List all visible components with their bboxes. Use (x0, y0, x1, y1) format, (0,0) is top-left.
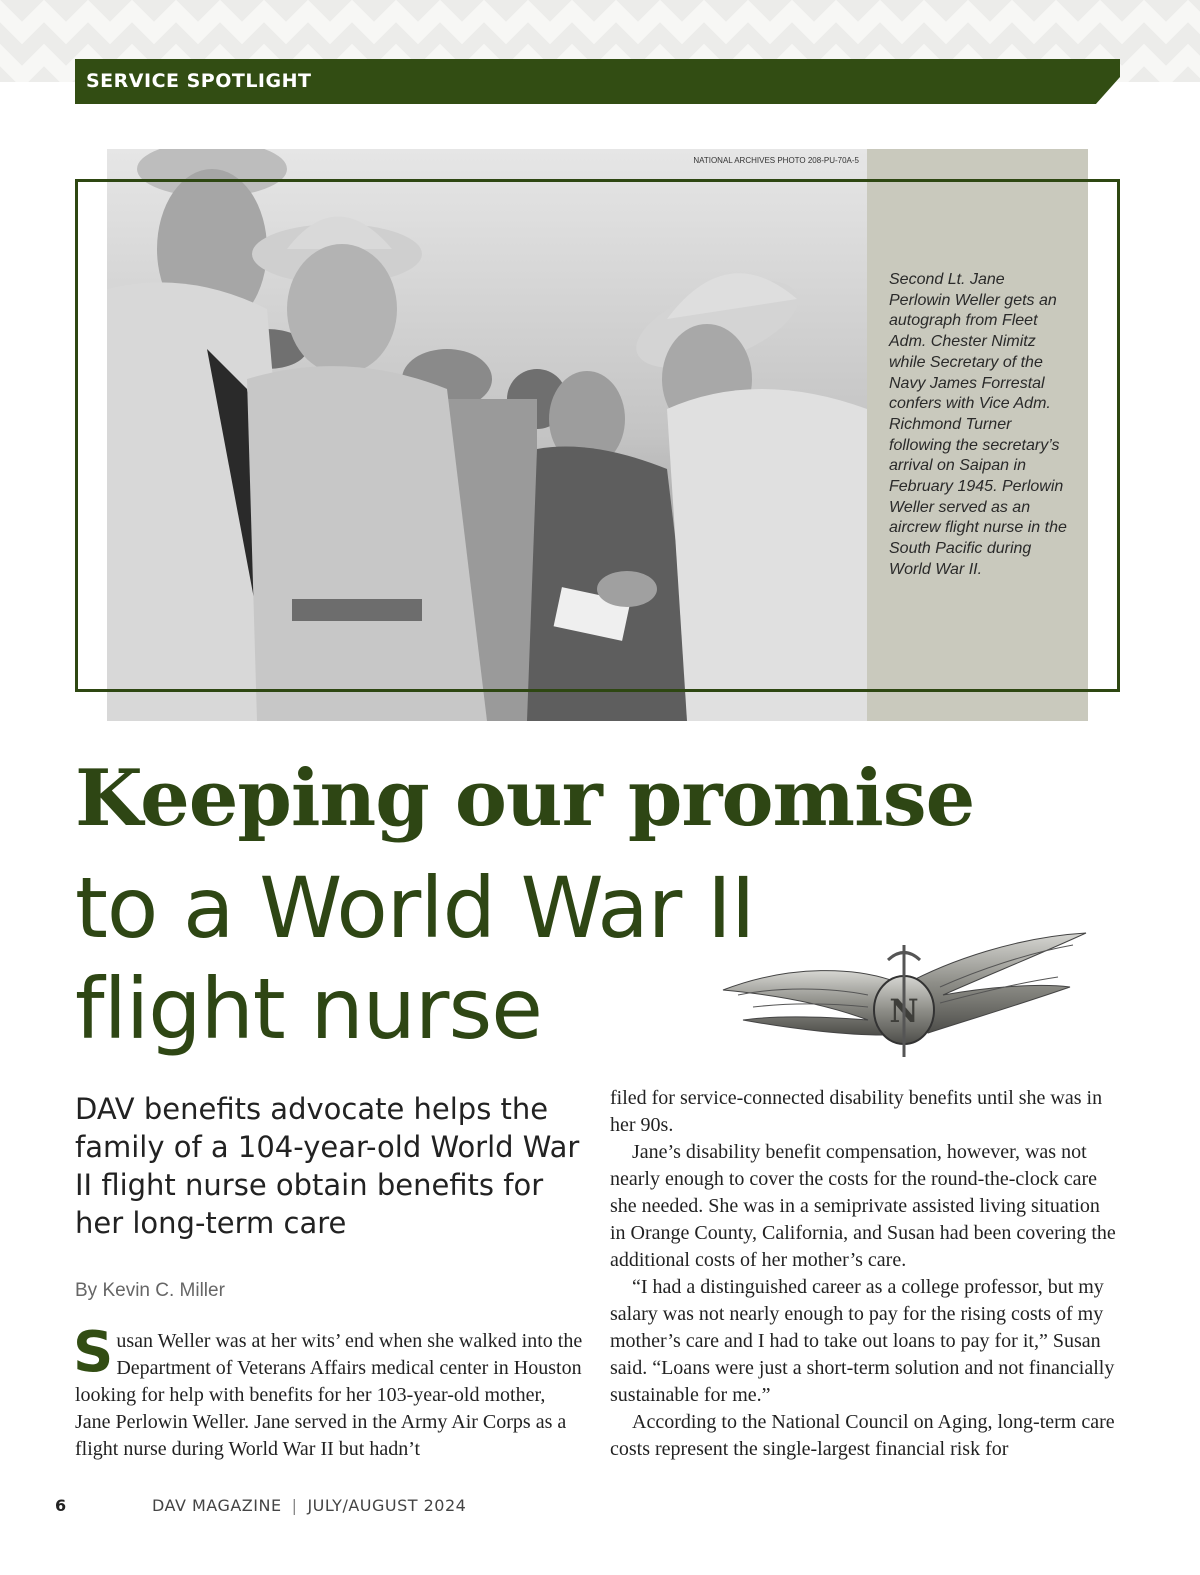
article-deck: DAV benefits advocate helps the family of a 104-year-old World War II flight nurse obtain benefits for her long-term care (75, 1092, 580, 1240)
body-column-right (610, 1085, 1120, 1463)
footer-magazine (152, 1496, 466, 1515)
paragraph-1-text: usan Weller was at her wits’ end when she walked into the Department of Veterans Affairs medical center in Houston looking for help with benefits for her 103-year-old mother, Jane Perlowin Weller. Jane served in the Army Air Corps as a flight nurse during World War II but hadn’t (75, 1330, 583, 1460)
paragraph-2: Jane’s disability benefit compensation, however, was not nearly enough to cover the costs for the round-the-clock care she needed. She was in a semiprivate assisted living situation in Orange County, California, and Susan had been covering the additional costs of her mother’s care. (610, 1141, 1116, 1271)
drop-cap: S (73, 1320, 114, 1385)
magazine-name: DAV MAGAZINE (152, 1496, 282, 1515)
paragraph-4: According to the National Council on Aging, long-term care costs represent the single-largest financial risk for (610, 1411, 1115, 1460)
paragraph-1 (73, 1320, 585, 1463)
flight-nurse-wings-icon (718, 925, 1090, 1060)
svg-text:N: N (889, 992, 919, 1030)
paragraph-3: “I had a distinguished career as a college professor, but my salary was not nearly enough to pay for the rising costs of my mother’s care and I had to take out loans to pay for it,” Susan said. “Loans were just a short-term solution and not financially sustainable for me.” (610, 1276, 1115, 1406)
headline-sub-line1: to a World War II (75, 859, 755, 957)
headline-sub-line2: flight nurse (75, 960, 542, 1058)
section-label: SERVICE SPOTLIGHT (86, 70, 312, 92)
paragraph-1-continued: filed for service-connected disability benefits until she was in her 90s. (610, 1087, 1103, 1136)
issue-date: JULY/AUGUST 2024 (307, 1496, 467, 1515)
byline: By Kevin C. Miller (75, 1280, 225, 1301)
footer-divider: | (291, 1496, 298, 1515)
body-column-left (73, 1320, 585, 1463)
photo-caption: Second Lt. Jane Perlowin Weller gets an autograph from Fleet Adm. Chester Nimitz while Secretary of the Navy James Forrestal confers with Vice Adm. Richmond Turner following the secretary’s arrival on Saipan in February 1945. Perlowin Weller served as an aircrew flight nurse in the South Pacific during World War II. (889, 271, 1067, 578)
page-number: 6 (55, 1496, 67, 1515)
photo-credit: NATIONAL ARCHIVES PHOTO 208-PU-70A-5 (693, 156, 859, 165)
headline-main: Keeping our promise (75, 753, 975, 844)
photo-frame (75, 179, 1120, 692)
